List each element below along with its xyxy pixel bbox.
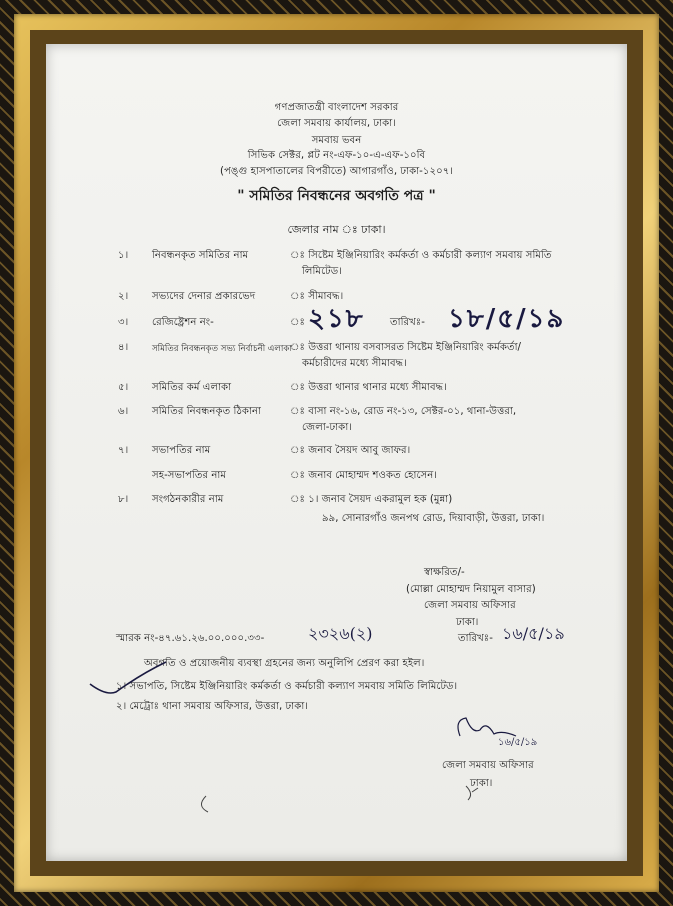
row-number: ২। <box>118 291 129 302</box>
row-value: ঃ বাসা নং-১৬, রোড নং-১৩, সেক্টর-০১, থানা-উত্তরা, <box>290 406 517 417</box>
memo-date-handwritten: ১৬/৫/১৯ <box>502 624 565 643</box>
row-label: নিবন্ধনকৃত সমিতির নাম <box>152 250 249 261</box>
registration-date-label: তারিখঃ- <box>390 317 425 328</box>
row-value: ঃ জনাব সৈয়দ আবু জাফর। <box>290 445 411 456</box>
row-value-continued: কর্মচারীদের মধ্যে সীমাবদ্ধ। <box>302 358 407 369</box>
row-label: সমিতির নিবন্ধনকৃত ঠিকানা <box>152 406 262 417</box>
cc-intro: অবগতি ও প্রয়োজনীয় ব্যবস্থা গ্রহনের জন্য অনুলিপি প্রেরণ করা হইল। <box>144 658 425 669</box>
registration-date-handwritten: ১৮/৫/১৯ <box>448 304 566 334</box>
memo-date-label: তারিখঃ- <box>458 633 493 644</box>
signatory-place: ঢাকা। <box>456 617 479 628</box>
row-label: সভাপতির নাম <box>152 445 211 456</box>
header-line-1: গণপ্রজাতন্ত্রী বাংলাদেশ সরকার <box>274 102 399 113</box>
signatory-designation: জেলা সমবায় অফিসার <box>424 600 516 611</box>
row-value: ঃ ১। জনাব সৈয়দ একরামুল হক (মুন্না) <box>290 494 453 505</box>
header-line-2: জেলা সমবায় কার্যালয়, ঢাকা। <box>277 118 396 129</box>
row-value: ঃ উত্তরা থানার থানার মধ্যে সীমাবদ্ধ। <box>290 382 447 393</box>
memo-number-handwritten: ২৩২৬(২) <box>308 624 373 643</box>
row-label: সহ-সভাপতির নাম <box>152 470 227 481</box>
registration-number-handwritten: ২১৮ <box>308 304 365 334</box>
certificate-paper <box>46 44 627 861</box>
document-title: " সমিতির নিবন্ধনের অবগতি পত্র " <box>237 188 436 204</box>
district-name: জেলার নাম ঃ ঢাকা। <box>287 223 386 236</box>
signature-date-handwritten: ১৬/৫/১৯ <box>498 737 538 748</box>
row-number: ৩। <box>118 317 129 328</box>
footer-designation: জেলা সমবায় অফিসার <box>442 760 534 771</box>
row-number: ৮। <box>118 494 129 505</box>
footer-place: ঢাকা। <box>470 778 493 789</box>
row-value: ঃ সীমাবদ্ধ। <box>290 291 344 302</box>
row-value: ঃ <box>290 317 305 328</box>
row-label: রেজিষ্ট্রেশন নং- <box>152 317 214 328</box>
cc-item-1: ১। সভাপতি, সিষ্টেম ইঞ্জিনিয়ারিং কর্মকর্তা ও কর্মচারী কল্যাণ সমবায় সমিতি লিমিটেড। <box>116 681 458 692</box>
row-number: ৬। <box>118 406 129 417</box>
row-number: ৫। <box>118 382 129 393</box>
row-value-continued: জেলা-ঢাকা। <box>302 422 352 433</box>
row-value-continued: ৯৯, সোনারগাঁও জনপথ রোড, দিয়াবাড়ী, উত্তরা, ঢাকা। <box>322 513 545 524</box>
memo-number-label: স্মারক নং-৪৭.৬১.২৬.০০.০০০.৩৩- <box>116 633 265 644</box>
row-value: ঃ জনাব মোহাম্মদ শওকত হোসেন। <box>290 470 437 481</box>
row-label: সভ্যদের দেনার প্রকারভেদ <box>152 291 256 302</box>
pen-strokes <box>46 44 627 861</box>
row-number: ৭। <box>118 445 129 456</box>
row-value: ঃ সিষ্টেম ইঞ্জিনিয়ারিং কর্মকর্তা ও কর্মচারী কল্যাণ সমবায় সমিতি <box>290 250 552 261</box>
row-value: ঃ উত্তরা থানায় বসবাসরত সিষ্টেম ইঞ্জিনিয়ারিং কর্মকর্তা/ <box>290 342 521 353</box>
signatory-name: (মোল্লা মোহাম্মদ নিয়ামুল বাসার) <box>406 584 536 595</box>
row-label: সমিতির নিবন্ধনকৃত সভ্য নির্বাচনী এলাকা <box>152 344 292 354</box>
row-number: ৪। <box>118 342 129 353</box>
signed-mark: স্বাক্ষরিত/- <box>424 567 465 578</box>
header-line-5: (পঙ্গু হাসপাতালের বিপরীতে) আগারগাঁও, ঢাকা-১২০৭। <box>220 166 453 177</box>
header-line-3: সমবায় ভবন <box>311 135 362 146</box>
row-label: সমিতির কর্ম এলাকা <box>152 382 232 393</box>
cc-item-2: ২। মেট্রোঃ থানা সমবায় অফিসার, উত্তরা, ঢাকা। <box>116 701 308 712</box>
row-value-continued: লিমিটেড। <box>302 266 342 277</box>
header-line-4: সিভিক সেক্টর, প্লট নং-এফ-১০-এ-এফ-১০বি <box>247 150 426 161</box>
row-label: সংগঠনকারীর নাম <box>152 494 224 505</box>
row-number: ১। <box>118 250 129 261</box>
